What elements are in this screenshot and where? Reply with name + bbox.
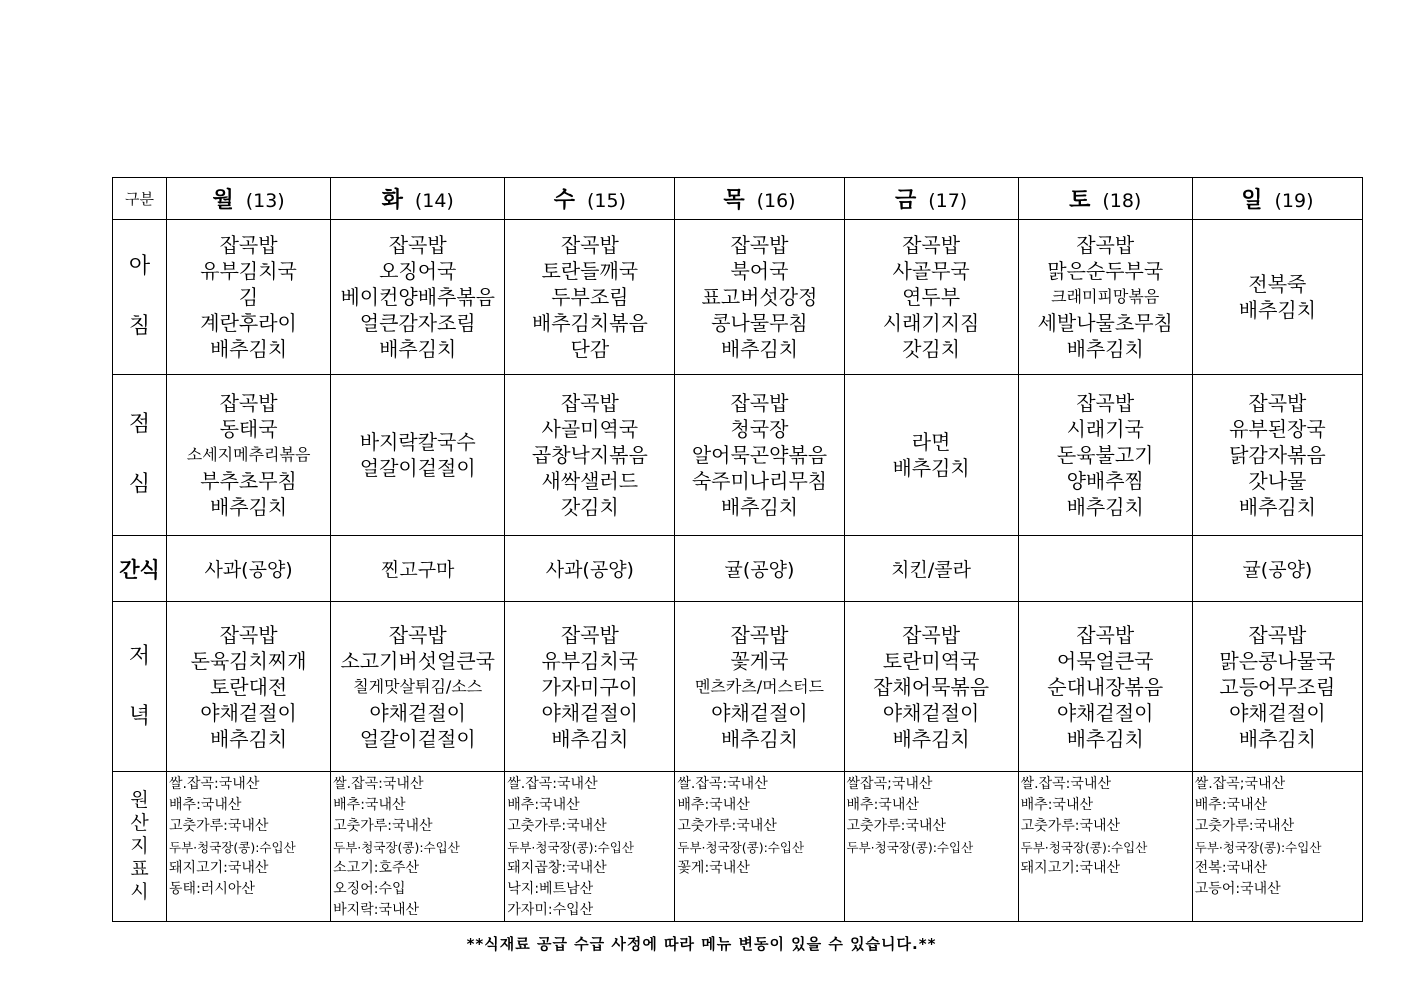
menu-item: 배추김치 <box>1066 337 1144 361</box>
menu-item: 잡곡밥 <box>388 233 447 257</box>
day-name: 일 <box>1241 188 1263 213</box>
origin-cell <box>167 772 331 922</box>
menu-item: 잡곡밥 <box>560 391 619 415</box>
menu-list <box>845 622 1018 752</box>
breakfast-cell <box>675 220 844 375</box>
dinner-cell <box>1018 602 1192 772</box>
menu-item: 잡곡밥 <box>902 622 961 647</box>
origin-item: 쌀.잡곡:국내산 <box>333 776 424 792</box>
menu-item: 야채겉절이 <box>882 700 980 725</box>
menu-item: 잡곡밥 <box>730 622 789 647</box>
menu-item: 배추김치 <box>1238 726 1317 751</box>
menu-item: 크래미피망볶음 <box>1051 287 1160 306</box>
menu-item: 바지락칼국수 <box>359 430 476 454</box>
menu-item: 배추김치 <box>209 495 288 519</box>
origin-item: 고춧가루:국내산 <box>1194 818 1295 834</box>
day-name: 목 <box>723 188 745 213</box>
menu-item: 얼갈이겉절이 <box>359 456 476 480</box>
origin-item: 고춧가루:국내산 <box>846 818 946 834</box>
origin-item: 두부·청국장(콩):수입산 <box>846 840 974 855</box>
menu-list <box>167 622 330 752</box>
snack-cell: 치킨/콜라 <box>844 536 1018 602</box>
menu-item: 얼큰감자조림 <box>359 311 476 335</box>
menu-item: 유부된장국 <box>1229 417 1326 441</box>
menu-item: 닭감자볶음 <box>1229 443 1326 467</box>
menu-item: 김 <box>238 285 259 309</box>
origin-item: 전복:국내산 <box>1194 860 1268 876</box>
menu-item: 배추김치 <box>379 337 457 361</box>
origin-item: 낙지:베트남산 <box>507 881 594 897</box>
breakfast-cell <box>331 220 505 375</box>
breakfast-cell <box>167 220 331 375</box>
dinner-cell <box>167 602 331 772</box>
lunch-cell <box>844 375 1018 536</box>
lunch-cell <box>331 375 505 536</box>
snack-cell: 귤(공양) <box>675 536 844 602</box>
day-name: 화 <box>381 188 403 213</box>
menu-item: 유부김치국 <box>200 259 297 283</box>
day-header <box>1018 178 1192 220</box>
menu-item: 야채겉절이 <box>200 700 297 725</box>
day-date: (16) <box>756 190 796 212</box>
menu-item: 시래기지짐 <box>882 311 980 335</box>
menu-item: 가자미구이 <box>541 674 639 699</box>
lunch-cell <box>675 375 844 536</box>
dinner-label <box>113 602 167 772</box>
menu-item: 야채겉절이 <box>369 700 467 725</box>
origin-item: 쌀.잡곡;국내산 <box>1194 776 1286 792</box>
menu-list <box>331 429 504 481</box>
menu-item: 새싹샐러드 <box>541 469 639 493</box>
origin-item: 배추:국내산 <box>169 797 242 813</box>
menu-list <box>505 232 674 362</box>
origin-item: 배추:국내산 <box>846 797 919 813</box>
menu-list <box>1019 232 1192 362</box>
day-date: (14) <box>414 190 454 212</box>
origin-item: 쌀.잡곡:국내산 <box>169 776 260 792</box>
menu-list <box>1193 622 1362 752</box>
origin-item: 배추:국내산 <box>507 797 580 813</box>
menu-item: 잡곡밥 <box>1076 622 1135 647</box>
menu-item: 잡곡밥 <box>1248 391 1307 415</box>
origin-item: 배추:국내산 <box>677 797 750 813</box>
menu-list <box>331 622 504 752</box>
origin-item: 두부·청국장(콩):수입산 <box>677 840 805 855</box>
menu-item: 베이컨양배추볶음 <box>340 285 495 309</box>
day-date: (13) <box>245 190 285 212</box>
menu-item: 부추초무침 <box>200 469 297 493</box>
menu-item: 두부조림 <box>551 285 629 309</box>
menu-list <box>845 232 1018 362</box>
label-char: 원 <box>130 789 149 811</box>
breakfast-label <box>113 220 167 375</box>
menu-item: 배추김치 <box>209 337 288 361</box>
menu-item: 계란후라이 <box>200 311 297 335</box>
menu-item: 갓김치 <box>560 495 619 519</box>
dinner-cell <box>1192 602 1362 772</box>
origin-item: 두부·청국장(콩):수입산 <box>507 840 634 855</box>
menu-item: 잡곡밥 <box>730 233 789 257</box>
origin-cell <box>505 772 675 922</box>
menu-item: 배추김치 <box>720 495 799 519</box>
menu-list <box>505 622 674 752</box>
dinner-cell <box>844 602 1018 772</box>
label-char: 침 <box>128 314 151 339</box>
label-char: 시 <box>130 881 149 903</box>
origin-item: 두부·청국장(콩):수입산 <box>1020 840 1148 855</box>
snack-cell: 사과(공양) <box>505 536 675 602</box>
menu-item: 배추김치 <box>209 726 288 751</box>
menu-item: 배추김치 <box>551 726 629 751</box>
dinner-cell <box>505 602 675 772</box>
day-date: (19) <box>1274 190 1314 212</box>
origin-item: 돼지고기:국내산 <box>1020 860 1121 876</box>
menu-item: 라면 <box>911 430 951 454</box>
day-date: (15) <box>586 190 626 212</box>
menu-list <box>167 232 330 362</box>
menu-item: 갓나물 <box>1248 469 1307 493</box>
menu-list <box>675 390 843 520</box>
snack-cell: 사과(공양) <box>167 536 331 602</box>
menu-list <box>167 390 330 520</box>
menu-list <box>331 232 504 362</box>
breakfast-row <box>113 220 1363 375</box>
menu-item: 잡곡밥 <box>1248 622 1307 647</box>
origin-cell <box>675 772 844 922</box>
lunch-cell <box>1192 375 1362 536</box>
menu-item: 야채겉절이 <box>1229 700 1326 725</box>
menu-item: 사골무국 <box>892 259 970 283</box>
origin-cell <box>1018 772 1192 922</box>
menu-item: 얼갈이겉절이 <box>359 726 476 751</box>
origin-item: 배추:국내산 <box>333 797 406 813</box>
snack-row <box>113 536 1363 602</box>
origin-item: 배추:국내산 <box>1194 797 1268 813</box>
origin-item: 고등어:국내산 <box>1194 881 1281 897</box>
day-date: (18) <box>1102 190 1142 212</box>
menu-item: 북어국 <box>730 259 789 283</box>
origin-item: 두부·청국장(콩):수입산 <box>169 840 296 855</box>
snack-cell: 귤(공양) <box>1192 536 1362 602</box>
menu-item: 소고기버섯얼큰국 <box>340 648 495 673</box>
menu-item: 숙주미나리무침 <box>691 469 828 493</box>
menu-item: 순대내장볶음 <box>1047 674 1164 699</box>
menu-item: 잡곡밥 <box>388 622 447 647</box>
origin-item: 쌀.잡곡:국내산 <box>507 776 598 792</box>
menu-item: 동태국 <box>219 417 278 441</box>
menu-item: 사골미역국 <box>541 417 639 441</box>
day-name: 금 <box>894 188 917 213</box>
menu-item: 돈육불고기 <box>1056 443 1154 467</box>
header-row <box>113 178 1363 220</box>
menu-item: 곱창낙지볶음 <box>531 443 648 467</box>
menu-item: 잡곡밥 <box>1076 233 1135 257</box>
snack-label: 간식 <box>113 536 167 602</box>
origin-list <box>1019 772 1192 879</box>
origin-item: 쌀.잡곡:국내산 <box>677 776 768 792</box>
origin-list <box>675 772 843 879</box>
origin-list <box>505 772 674 921</box>
origin-list <box>1193 772 1362 900</box>
label-char: 아 <box>128 254 151 279</box>
menu-item: 야채겉절이 <box>711 700 808 725</box>
menu-item: 배추김치 <box>892 456 970 480</box>
origin-item: 바지락:국내산 <box>333 902 420 918</box>
day-header <box>675 178 844 220</box>
menu-item: 토란미역국 <box>882 648 980 673</box>
menu-item: 전복죽 <box>1248 272 1307 296</box>
menu-item: 잡곡밥 <box>1076 391 1135 415</box>
menu-item: 잡곡밥 <box>219 233 278 257</box>
menu-item: 야채겉절이 <box>1056 700 1154 725</box>
menu-list <box>675 232 843 362</box>
menu-item: 야채겉절이 <box>541 700 639 725</box>
menu-item: 소세지메추리볶음 <box>186 445 311 464</box>
menu-item: 잡채어묵볶음 <box>873 674 990 699</box>
origin-item: 소고기:호주산 <box>333 860 420 876</box>
menu-item: 배추김치 <box>892 726 970 751</box>
day-date: (17) <box>928 190 968 212</box>
label-char: 산 <box>130 812 149 834</box>
origin-item: 배추:국내산 <box>1020 797 1093 813</box>
origin-item: 두부·청국장(콩):수입산 <box>333 840 460 855</box>
menu-item: 잡곡밥 <box>560 622 619 647</box>
day-header <box>331 178 505 220</box>
origin-cell <box>844 772 1018 922</box>
menu-change-notice: **식재료 공급 수급 사정에 따라 메뉴 변동이 있을 수 있습니다.** <box>466 935 937 953</box>
menu-item: 세발나물초무침 <box>1037 311 1173 335</box>
menu-item: 맑은콩나물국 <box>1219 648 1336 673</box>
menu-item: 토란대전 <box>209 674 288 699</box>
menu-item: 잡곡밥 <box>902 233 961 257</box>
origin-item: 돼지곱창:국내산 <box>507 860 607 876</box>
day-header <box>1192 178 1362 220</box>
breakfast-cell <box>844 220 1018 375</box>
origin-item: 오징어:수입 <box>333 881 406 897</box>
breakfast-cell <box>1018 220 1192 375</box>
menu-list <box>505 390 674 520</box>
menu-item: 잡곡밥 <box>560 233 619 257</box>
origin-item: 고춧가루:국내산 <box>1020 818 1121 834</box>
menu-item: 칠게맛살튀김/소스 <box>353 676 483 696</box>
menu-item: 배추김치 <box>1066 495 1144 519</box>
menu-item: 연두부 <box>902 285 961 309</box>
origin-item: 고춧가루:국내산 <box>333 818 433 834</box>
dinner-cell <box>331 602 505 772</box>
menu-item: 양배추찜 <box>1066 469 1144 493</box>
menu-item: 배추김치 <box>1066 726 1144 751</box>
label-char: 지 <box>130 835 149 857</box>
menu-list <box>1019 390 1192 520</box>
origin-list <box>167 772 330 900</box>
menu-item: 청국장 <box>730 417 789 441</box>
label-char: 표 <box>130 858 149 880</box>
menu-item: 오징어국 <box>379 259 457 283</box>
menu-item: 표고버섯강정 <box>701 285 818 309</box>
origin-list <box>845 772 1018 858</box>
day-name: 수 <box>553 188 575 213</box>
lunch-label <box>113 375 167 536</box>
header-corner: 구분 <box>113 178 167 220</box>
origin-label <box>113 772 167 922</box>
dinner-row <box>113 602 1363 772</box>
menu-list <box>1019 622 1192 752</box>
menu-list <box>845 429 1018 481</box>
menu-item: 콩나물무침 <box>711 311 808 335</box>
day-header <box>844 178 1018 220</box>
menu-item: 돈육김치찌개 <box>190 648 307 673</box>
menu-list <box>675 622 843 752</box>
origin-item: 고춧가루:국내산 <box>507 818 607 834</box>
origin-item: 쌀잡곡;국내산 <box>846 776 933 792</box>
day-name: 토 <box>1069 188 1091 213</box>
menu-list <box>1193 271 1362 323</box>
origin-item: 고춧가루:국내산 <box>677 818 777 834</box>
origin-cell <box>1192 772 1362 922</box>
breakfast-cell <box>505 220 675 375</box>
menu-item: 단감 <box>570 337 610 361</box>
origin-item: 두부·청국장(콩):수입산 <box>1194 840 1322 855</box>
menu-item: 배추김치 <box>1238 495 1317 519</box>
origin-item: 동태:러시아산 <box>169 881 255 897</box>
snack-cell <box>1018 536 1192 602</box>
menu-item: 갓김치 <box>902 337 961 361</box>
menu-item: 잡곡밥 <box>730 391 789 415</box>
menu-item: 잡곡밥 <box>219 622 278 647</box>
menu-item: 배추김치 <box>720 337 799 361</box>
menu-item: 유부김치국 <box>541 648 639 673</box>
menu-item: 꽃게국 <box>730 648 789 673</box>
menu-item: 토란들깨국 <box>541 259 639 283</box>
day-name: 월 <box>212 188 234 213</box>
menu-item: 고등어무조림 <box>1219 674 1336 699</box>
label-char: 저 <box>128 643 151 669</box>
menu-item: 어묵얼큰국 <box>1056 648 1154 673</box>
lunch-row <box>113 375 1363 536</box>
day-header <box>505 178 675 220</box>
origin-item: 가자미:수입산 <box>507 902 594 918</box>
origin-cell <box>331 772 505 922</box>
menu-item: 배추김치 <box>1238 298 1317 322</box>
menu-item: 배추김치 <box>720 726 799 751</box>
menu-item: 잡곡밥 <box>219 391 278 415</box>
lunch-cell <box>1018 375 1192 536</box>
menu-item: 시래기국 <box>1066 417 1144 441</box>
menu-item: 알어묵곤약볶음 <box>691 443 828 467</box>
dinner-cell <box>675 602 844 772</box>
origin-row <box>113 772 1363 922</box>
menu-item: 배추김치볶음 <box>531 311 648 335</box>
lunch-cell <box>167 375 331 536</box>
origin-item: 꽃게:국내산 <box>677 860 750 876</box>
label-char: 심 <box>128 472 151 497</box>
origin-item: 고춧가루:국내산 <box>169 818 269 834</box>
day-header <box>167 178 331 220</box>
snack-cell: 찐고구마 <box>331 536 505 602</box>
menu-list <box>1193 390 1362 520</box>
weekly-menu-table <box>112 177 1363 922</box>
breakfast-cell <box>1192 220 1362 375</box>
label-char: 점 <box>128 412 151 437</box>
menu-item: 멘츠카츠/머스터드 <box>694 676 824 696</box>
label-char: 녁 <box>128 703 151 729</box>
origin-item: 돼지고기:국내산 <box>169 860 269 876</box>
menu-item: 맑은순두부국 <box>1047 259 1164 283</box>
lunch-cell <box>505 375 675 536</box>
origin-item: 쌀.잡곡:국내산 <box>1020 776 1111 792</box>
origin-list <box>331 772 504 921</box>
